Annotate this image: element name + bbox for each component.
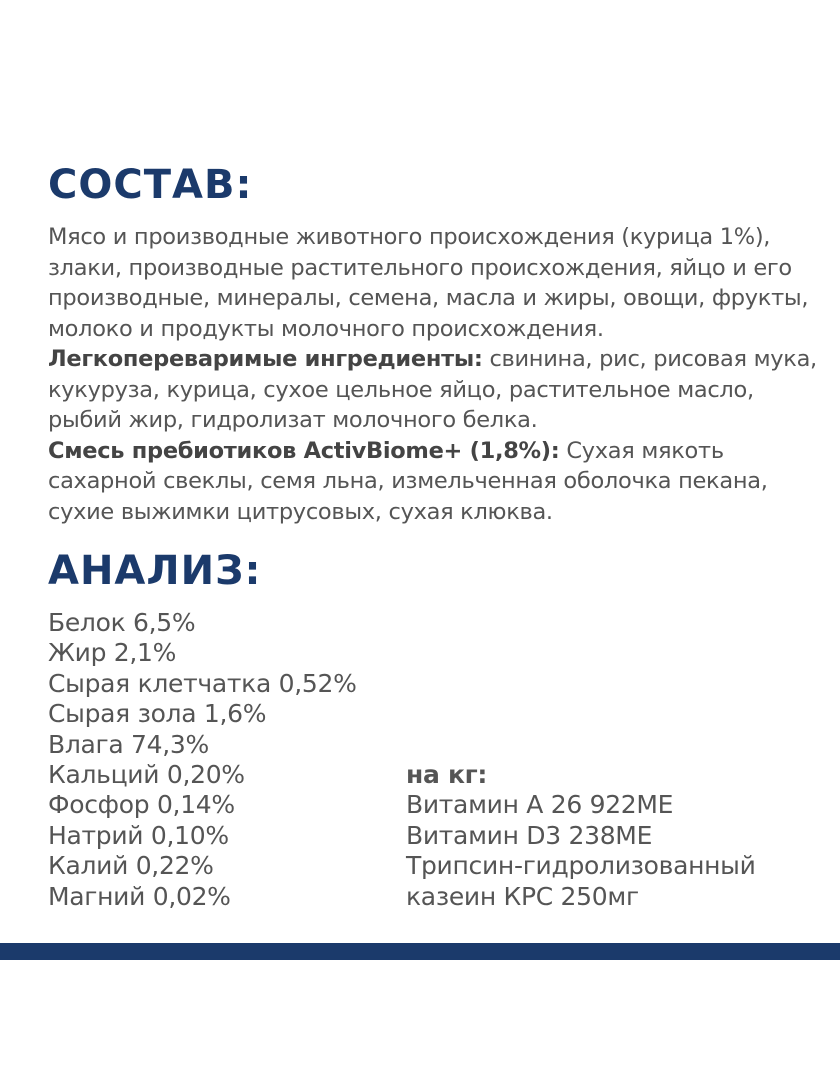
- analysis-item-ash: Сырая зола 1,6%: [48, 699, 267, 729]
- composition-main-paragraph: [48, 222, 828, 344]
- per-kg-title: на кг:: [406, 760, 488, 789]
- composition-title: СОСТАВ:: [48, 162, 253, 208]
- composition-text: [48, 222, 828, 527]
- analysis-title: АНАЛИЗ:: [48, 548, 262, 594]
- digestible-label: Легкопереваримые ингредиенты:: [48, 346, 483, 372]
- per-kg-item-casein-line1: Трипсин-гидролизованный: [406, 851, 756, 881]
- analysis-item-magnesium: Магний 0,02%: [48, 881, 231, 911]
- analysis-item-fat: Жир 2,1%: [48, 638, 177, 668]
- digestible-paragraph: [48, 344, 828, 436]
- prebiotic-paragraph: [48, 436, 828, 528]
- analysis-item-fiber: Сырая клетчатка 0,52%: [48, 668, 357, 698]
- prebiotic-label: Смесь пребиотиков ActivBiome+ (1,8%):: [48, 437, 560, 464]
- digestible-text: свинина, рис, рисовая мука, кукуруза, курица, сухое цельное яйцо, растительное масло, рыбий жир, гидролизат молочного белка.: [48, 346, 817, 433]
- analysis-list: [48, 608, 357, 912]
- per-kg-item-vitamin-d3: Витамин D3 238МЕ: [406, 820, 653, 850]
- prebiotic-text: Сухая мякоть сахарной свеклы, семя льна, измельченная оболочка пекана, сухие выжимки цитрусовых, сухая клюква.: [48, 437, 768, 525]
- analysis-item-sodium: Натрий 0,10%: [48, 820, 229, 850]
- analysis-item-calcium: Кальций 0,20%: [48, 760, 245, 790]
- per-kg-list: [406, 760, 756, 912]
- analysis-item-potassium: Калий 0,22%: [48, 851, 214, 881]
- analysis-item-moisture: Влага 74,3%: [48, 729, 209, 759]
- per-kg-item-casein-line2: казеин КРС 250мг: [406, 881, 639, 911]
- bottom-divider-bar: [0, 943, 840, 960]
- composition-main-text: Мясо и производные животного происхождения (курица 1%), злаки, производные растительного происхождения, яйцо и его производные, минералы, семена, масла и жиры, овощи, фрукты, молоко и продукты молочного происхождения.: [48, 224, 809, 342]
- per-kg-item-vitamin-a: Витамин А 26 922МЕ: [406, 790, 674, 820]
- analysis-item-protein: Белок 6,5%: [48, 608, 196, 637]
- analysis-item-phosphorus: Фосфор 0,14%: [48, 790, 235, 820]
